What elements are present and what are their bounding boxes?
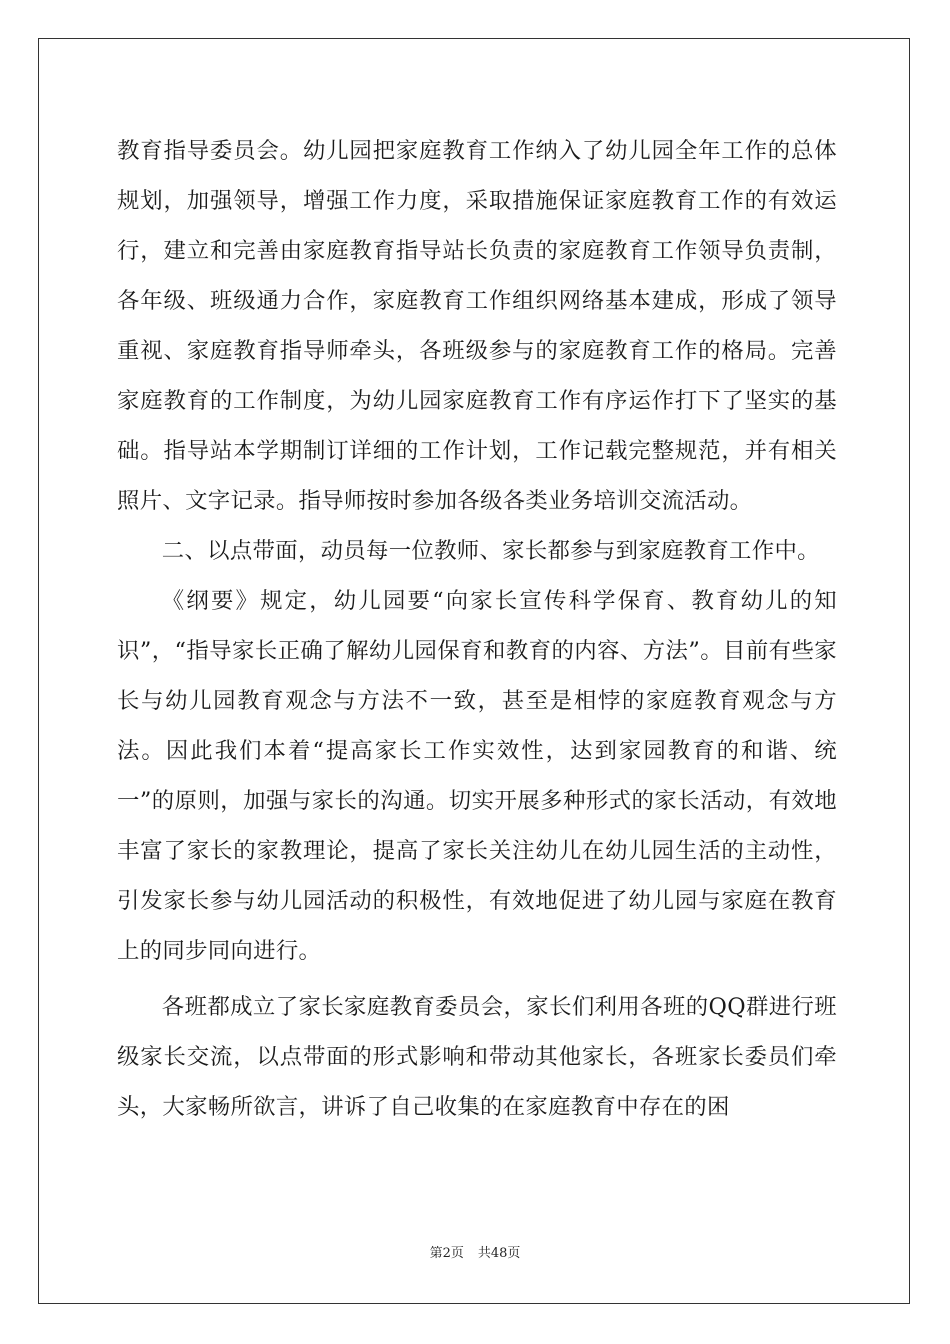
paragraph-continued: 教育指导委员会。幼儿园把家庭教育工作纳入了幼儿园全年工作的总体规划，加强领导，增强工作力度，采取措施保证家庭教育工作的有效运行，建立和完善由家庭教育指导站长负责的家庭教育工作领导负责制，各年级、班级通力合作，家庭教育工作组织网络基本建成，形成了领导重视、家庭教育指导师牵头，各班级参与的家庭教育工作的格局。完善家庭教育的工作制度，为幼儿园家庭教育工作有序运作打下了坚实的基础。指导站本学期制订详细的工作计划，工作记载完整规范，并有相关照片、文字记录。指导师按时参加各级各类业务培训交流活动。 (117, 138, 837, 514)
paragraph-class-committee: 各班都成立了家长家庭教育委员会，家长们利用各班的QQ群进行班级家长交流，以点带面的形式影响和带动其他家长，各班家长委员们牵头，大家畅所欲言，讲诉了自己收集的在家庭教育中存在的困 (117, 994, 837, 1120)
page-number: 第2页 (429, 1246, 464, 1261)
page-total: 共48页 (477, 1246, 521, 1261)
paragraph-outline: 《纲要》规定，幼儿园要“向家长宣传科学保育、教育幼儿的知识”，“指导家长正确了解幼儿园保育和教育的内容、方法”。目前有些家长与幼儿园教育观念与方法不一致，甚至是相悖的家庭教育观念与方法。因此我们本着“提高家长工作实效性，达到家园教育的和谐、统一”的原则，加强与家长的沟通。切实开展多种形式的家长活动，有效地丰富了家长的家教理论，提高了家长关注幼儿在幼儿园生活的主动性，引发家长参与幼儿园活动的积极性，有效地促进了幼儿园与家庭在教育上的同步同向进行。 (117, 588, 837, 964)
page-footer (0, 1245, 950, 1263)
document-body (117, 126, 837, 1132)
section-heading: 二、以点带面，动员每一位教师、家长都参与到家庭教育工作中。 (161, 538, 820, 564)
